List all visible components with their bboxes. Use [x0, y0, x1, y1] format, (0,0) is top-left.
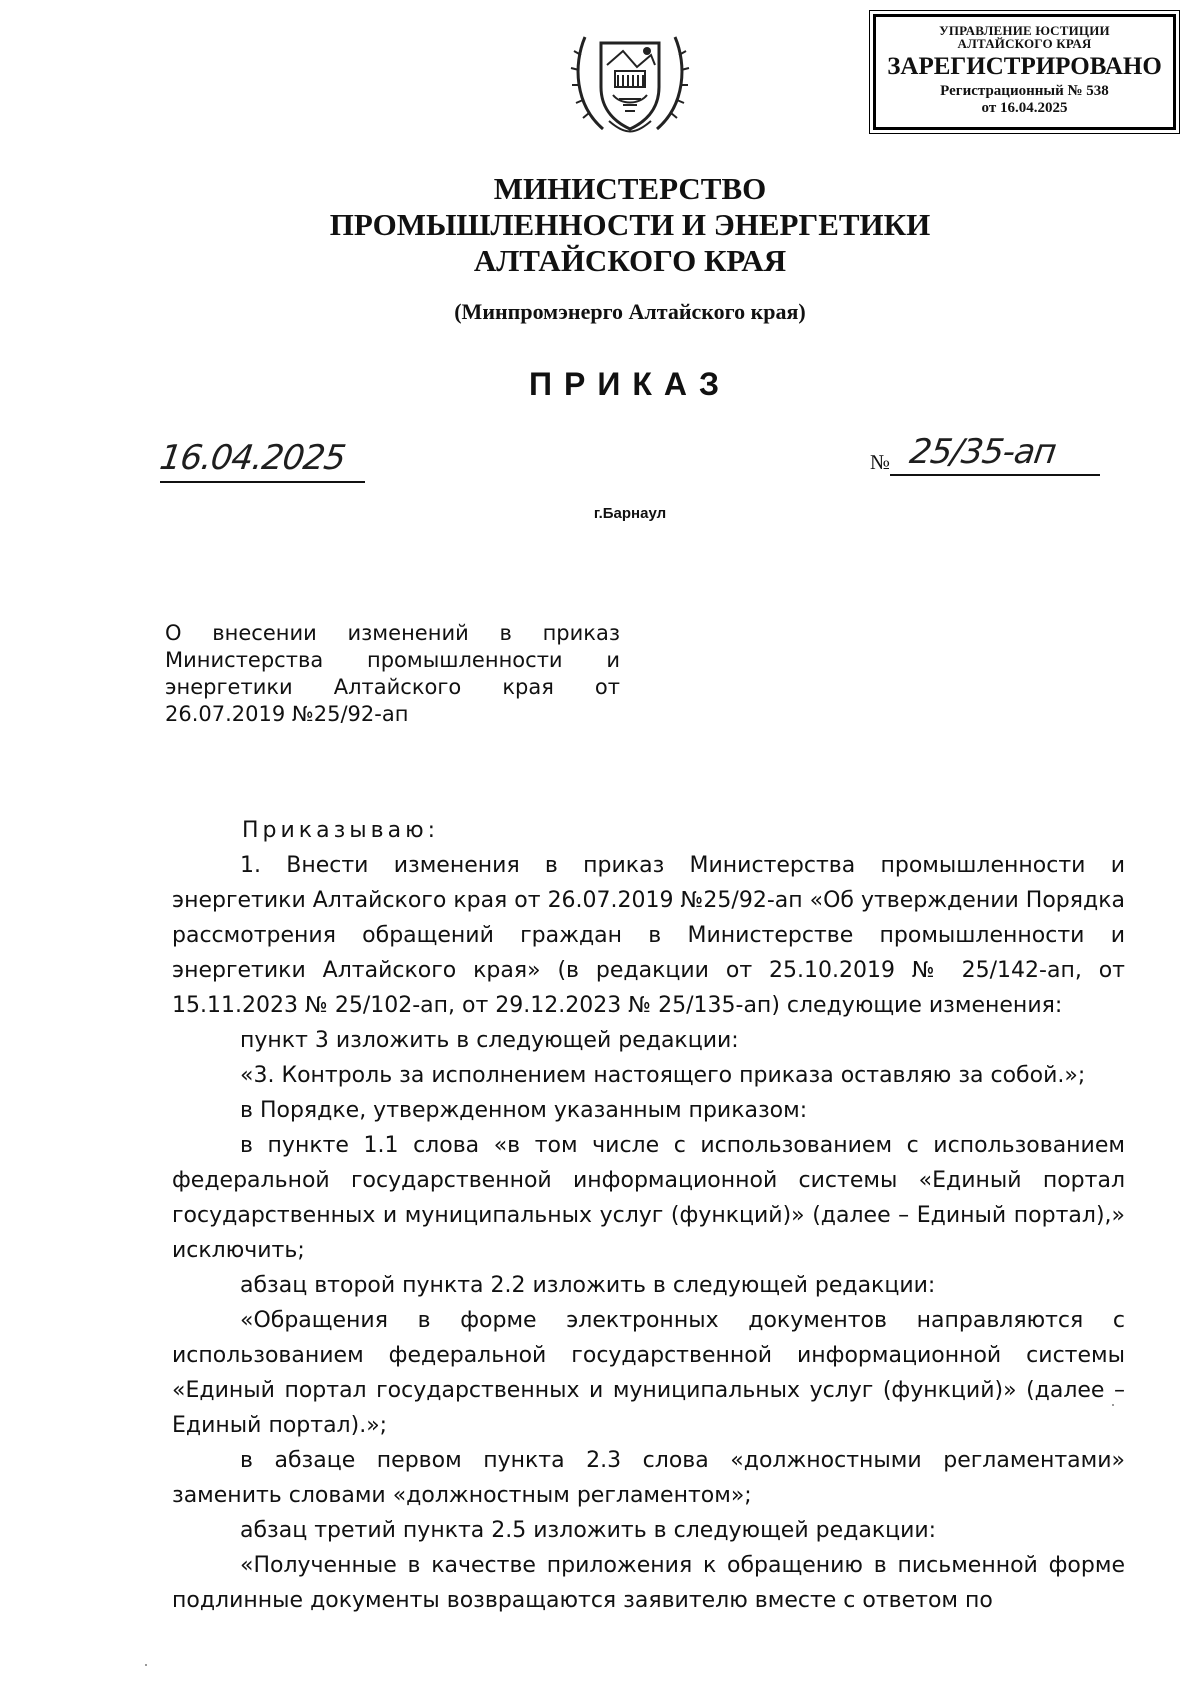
city: г.Барнаул	[593, 505, 667, 522]
registration-stamp	[873, 14, 1176, 130]
body-paragraph: «Обращения в форме электронных документов направляются с использованием федеральной государственной информационной системы «Единый портал государственных и муниципальных услуг (функций)» (далее – Единый портал).»;	[172, 1308, 1125, 1438]
date-underline	[160, 481, 365, 483]
number-label: №	[870, 450, 891, 474]
number-underline	[890, 474, 1100, 476]
document-type-title: ПРИКАЗ	[528, 366, 732, 402]
order-word: Приказываю:	[242, 818, 440, 843]
body-paragraph: в пункте 1.1 слова «в том числе с использованием с использованием федеральной государственной информационной системы «Единый портал государственных и муниципальных услуг (функций)» (далее – Единый портал),» исключить;	[172, 1133, 1125, 1263]
stamp-reg-number: Регистрационный № 538	[940, 83, 1109, 99]
body-paragraph: абзац второй пункта 2.2 изложить в следующей редакции:	[240, 1273, 936, 1298]
ministry-name	[0, 171, 1200, 279]
order-body	[172, 813, 1125, 1618]
scan-speck	[145, 1664, 147, 1666]
ministry-name-line2: ПРОМЫШЛЕННОСТИ И ЭНЕРГЕТИКИ	[329, 207, 931, 242]
body-paragraph: 1. Внести изменения в приказ Министерства промышленности и энергетики Алтайского края от 26.07.2019 №25/92-ап «Об утверждении Порядка рассмотрения обращений граждан в Министерстве промышленности и энергетики Алтайского края» (в редакции от 25.10.2019 № 25/142-ап, от 15.11.2023 № 25/102-ап, от 29.12.2023 № 25/135-ап) следующие изменения:	[172, 853, 1125, 1018]
stamp-title: ЗАРЕГИСТРИРОВАНО	[887, 53, 1162, 80]
ministry-name-line3: АЛТАЙСКОГО КРАЯ	[473, 243, 787, 278]
stamp-date: от 16.04.2025	[981, 100, 1068, 116]
ministry-name-line1: МИНИСТЕРСТВО	[493, 171, 767, 206]
stamp-agency-line2: АЛТАЙСКОГО КРАЯ	[957, 36, 1092, 51]
ministry-short-name: (Минпромэнерго Алтайского края)	[454, 299, 806, 324]
body-paragraph: в абзаце первом пункта 2.3 слова «должностными регламентами» заменить словами «должностным регламентом»;	[172, 1448, 1125, 1508]
order-number: 25/35-ап	[907, 432, 1059, 472]
body-paragraph: пункт 3 изложить в следующей редакции:	[240, 1028, 739, 1053]
order-subject: О внесении изменений в приказ Министерства промышленности и энергетики Алтайского края от 26.07.2019 №25/92-ап	[165, 621, 620, 726]
body-paragraph: абзац третий пункта 2.5 изложить в следующей редакции:	[240, 1518, 937, 1543]
body-paragraph: «3. Контроль за исполнением настоящего приказа оставляю за собой.»;	[240, 1063, 1086, 1088]
body-paragraph: в Порядке, утвержденном указанным приказом:	[240, 1098, 808, 1123]
coat-of-arms-icon	[565, 25, 695, 143]
scan-speck	[1112, 1404, 1114, 1406]
body-paragraph: «Полученные в качестве приложения к обращению в письменной форме подлинные документы возвращаются заявителю вместе с ответом по	[172, 1553, 1125, 1613]
order-date: 16.04.2025	[157, 438, 348, 478]
stamp-agency-line1: УПРАВЛЕНИЕ ЮСТИЦИИ	[939, 23, 1110, 38]
